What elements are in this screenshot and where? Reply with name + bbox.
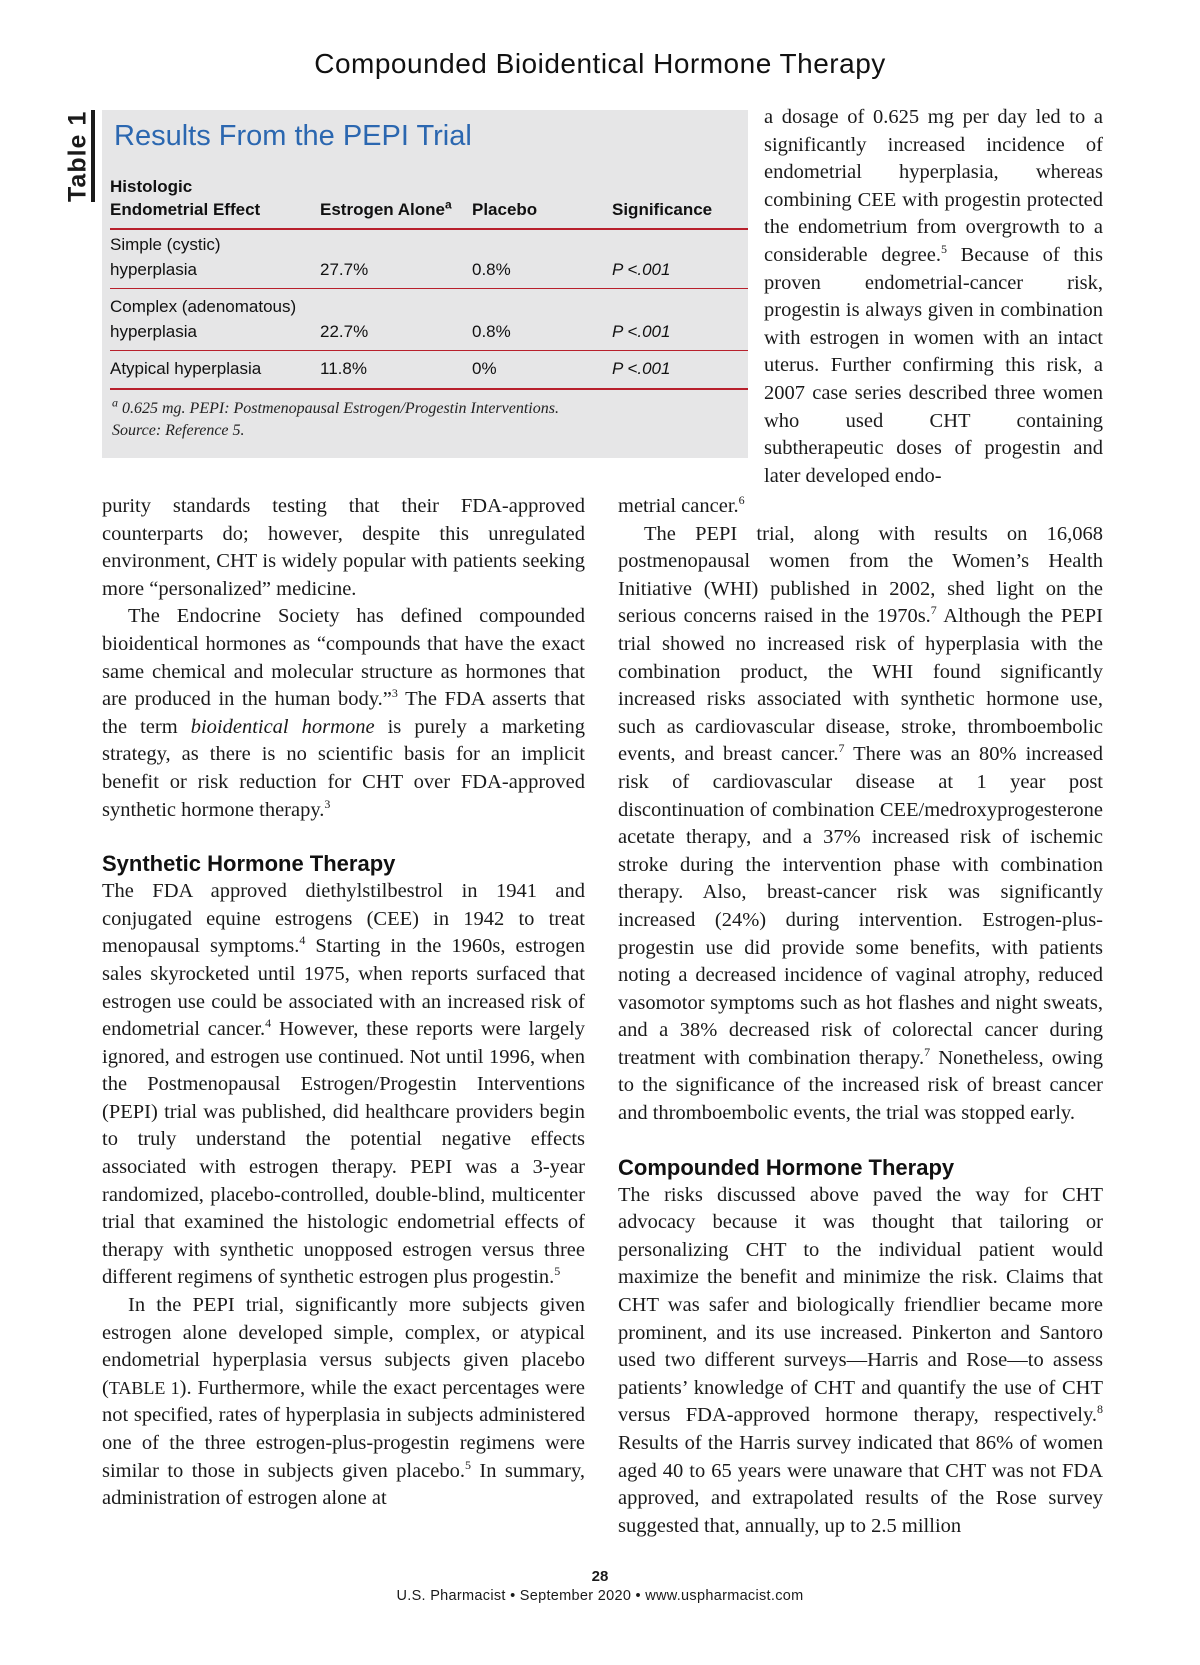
paragraph: In the PEPI trial, significantly more subjects given estrogen alone developed simple, complex, or atypical endometrial hyperplasia versus subjects given placebo (TABLE 1). Furthermore, while the exact percentages were not specified, rates of hyperplasia in subjects administered one of the three estrogen-plus-progestin regimens were similar to those in subjects given placebo.$^5$ In summary, administration of estrogen alone at <box>102 1294 585 1510</box>
table-header-estrogen: Estrogen Alone$^a$ <box>320 197 452 219</box>
table-row-rule <box>110 350 748 351</box>
paragraph: The FDA approved diethylstilbestrol in 1941 and conjugated equine estrogens (CEE) in 1942 to treat menopausal symptoms.$^4$ Starting in the 1960s, estrogen sales skyrocketed until 1975, when reports surfaced that estrogen use could be associated with an increased risk of endometrial cancer.$^4$ However, these reports were largely ignored, and estrogen use continued. Not until 1996, when the Postmenopausal Estrogen/Progestin Interventions (PEPI) trial was published, did healthcare providers begin to truly understand the potential negative effects associated with estrogen therapy. PEPI was a 3-year randomized, placebo-controlled, double-blind, multicenter trial that examined the histologic endometrial effects of therapy with synthetic unopposed estrogen versus three different regimens of synthetic estrogen plus progestin.$^5$ <box>102 880 586 1289</box>
right-column-top <box>764 104 1103 490</box>
table-row-2-effect: Complex (adenomatous) hyperplasia <box>110 297 297 341</box>
table-1 <box>102 110 748 458</box>
running-header: Compounded Bioidentical Hormone Therapy <box>314 48 886 79</box>
paragraph: metrial cancer.$^6$ <box>618 493 745 517</box>
publication-footer: U.S. Pharmacist • September 2020 • www.uspharmacist.com <box>396 1588 804 1604</box>
paragraph: The Endocrine Society has defined compounded bioidentical hormones as “compounds that have the exact same chemical and molecular structure as hormones that are produced in the human body.”$^3$ The FDA asserts that the term bioidentical hormone is purely a marketing strategy, as there is no scientific basis for an implicit benefit or risk reduction for CHT over FDA-approved synthetic hormone therapy.$^3$ <box>102 605 585 821</box>
table-row-1-estrogen: 27.7% <box>320 260 369 279</box>
table-header-placebo: Placebo <box>472 200 538 219</box>
table-row-1-placebo: 0.8% <box>472 260 511 279</box>
table-row-3-effect: Atypical hyperplasia <box>110 359 262 378</box>
table-row-3-significance: P <.001 <box>612 359 671 378</box>
section-heading-compounded: Compounded Hormone Therapy <box>618 1154 955 1180</box>
table-tab-label: Table 1 <box>65 110 95 202</box>
right-column <box>618 493 1103 1540</box>
table-header-effect: Histologic Endometrial Effect <box>110 177 261 219</box>
paragraph: The risks discussed above paved the way for CHT advocacy because it was thought that tailoring or personalizing CHT to the individual patient would maximize the benefit and minimize the risk. Claims that CHT was safer and biologically friendlier became more prominent, and its use increased. Pinkerton and Santoro used two different surveys—Harris and Rose—to assess patients’ knowledge of CHT and quantify the use of CHT versus FDA-approved hormone therapy, respectively.$^8$ Results of the Harris survey indicated that 86% of women aged 40 to 65 years were unaware that CHT was not FDA approved, and extrapolated results of the Rose survey suggested that, annually, up to 2.5 million <box>618 1183 1103 1537</box>
table-row-2-estrogen: 22.7% <box>320 322 369 341</box>
paragraph: purity standards testing that their FDA-approved counterparts do; however, despite this unregulated environment, CHT is widely popular with patients seeking more “personalized” medicine. <box>102 495 585 600</box>
table-bottom-rule <box>110 388 748 390</box>
table-row-1-significance: P <.001 <box>612 260 671 279</box>
section-heading-synthetic: Synthetic Hormone Therapy <box>102 851 396 877</box>
table-row-rule <box>110 288 748 289</box>
table-header-significance: Significance <box>612 200 713 219</box>
table-footnote: $^a$ 0.625 mg. PEPI: Postmenopausal Estrogen/Progestin Interventions. Source: Reference 5. <box>112 395 559 439</box>
table-title: Results From the PEPI Trial <box>114 120 472 152</box>
table-row-3-estrogen: 11.8% <box>320 359 367 378</box>
paragraph: a dosage of 0.625 mg per day led to a significantly increased incidence of endometrial hyperplasia, whereas combining CEE with progestin protected the endometrium from overgrowth to a considerable degree.$^5$ Because of this proven endometrial-cancer risk, progestin is always given in combination with estrogen in women with an intact uterus. Further confirming this risk, a 2007 case series described three women who used CHT containing subtherapeutic doses of progestin and later developed endo- <box>764 106 1103 487</box>
table-row-1-effect: Simple (cystic) hyperplasia <box>110 235 221 279</box>
left-column <box>102 493 585 1513</box>
table-row-2-placebo: 0.8% <box>472 322 511 341</box>
table-header-rule <box>110 228 748 230</box>
paragraph: The PEPI trial, along with results on 16,068 postmenopausal women from the Women’s Health Initiative (WHI) published in 2002, shed light on the serious concerns raised in the 1970s.$^7$ Although the PEPI trial showed no increased risk of hyperplasia with the combination product, the WHI found significantly increased risks associated with synthetic hormone use, such as cardiovascular disease, stroke, thromboembolic events, and breast cancer.$^7$ There was an 80% increased risk of cardiovascular disease at 1 year post discontinuation of combination CEE/medroxyprogesterone acetate therapy, and a 37% increased risk of ischemic stroke during the intervention phase with combination therapy. Also, breast-cancer risk was significantly increased (24%) during intervention. Estrogen-plus-progestin use did provide some benefits, with patients noting a decreased incidence of vaginal atrophy, reduced vasomotor symptoms such as hot flashes and night sweats, and a 38% decreased risk of colorectal cancer during treatment with combination therapy.$^7$ Nonetheless, owing to the significance of the increased risk of breast cancer and thromboembolic events, the trial was stopped early. <box>618 522 1104 1125</box>
table-row-3-placebo: 0% <box>472 359 497 378</box>
table-row-2-significance: P <.001 <box>612 322 671 341</box>
page-number: 28 <box>591 1568 609 1585</box>
